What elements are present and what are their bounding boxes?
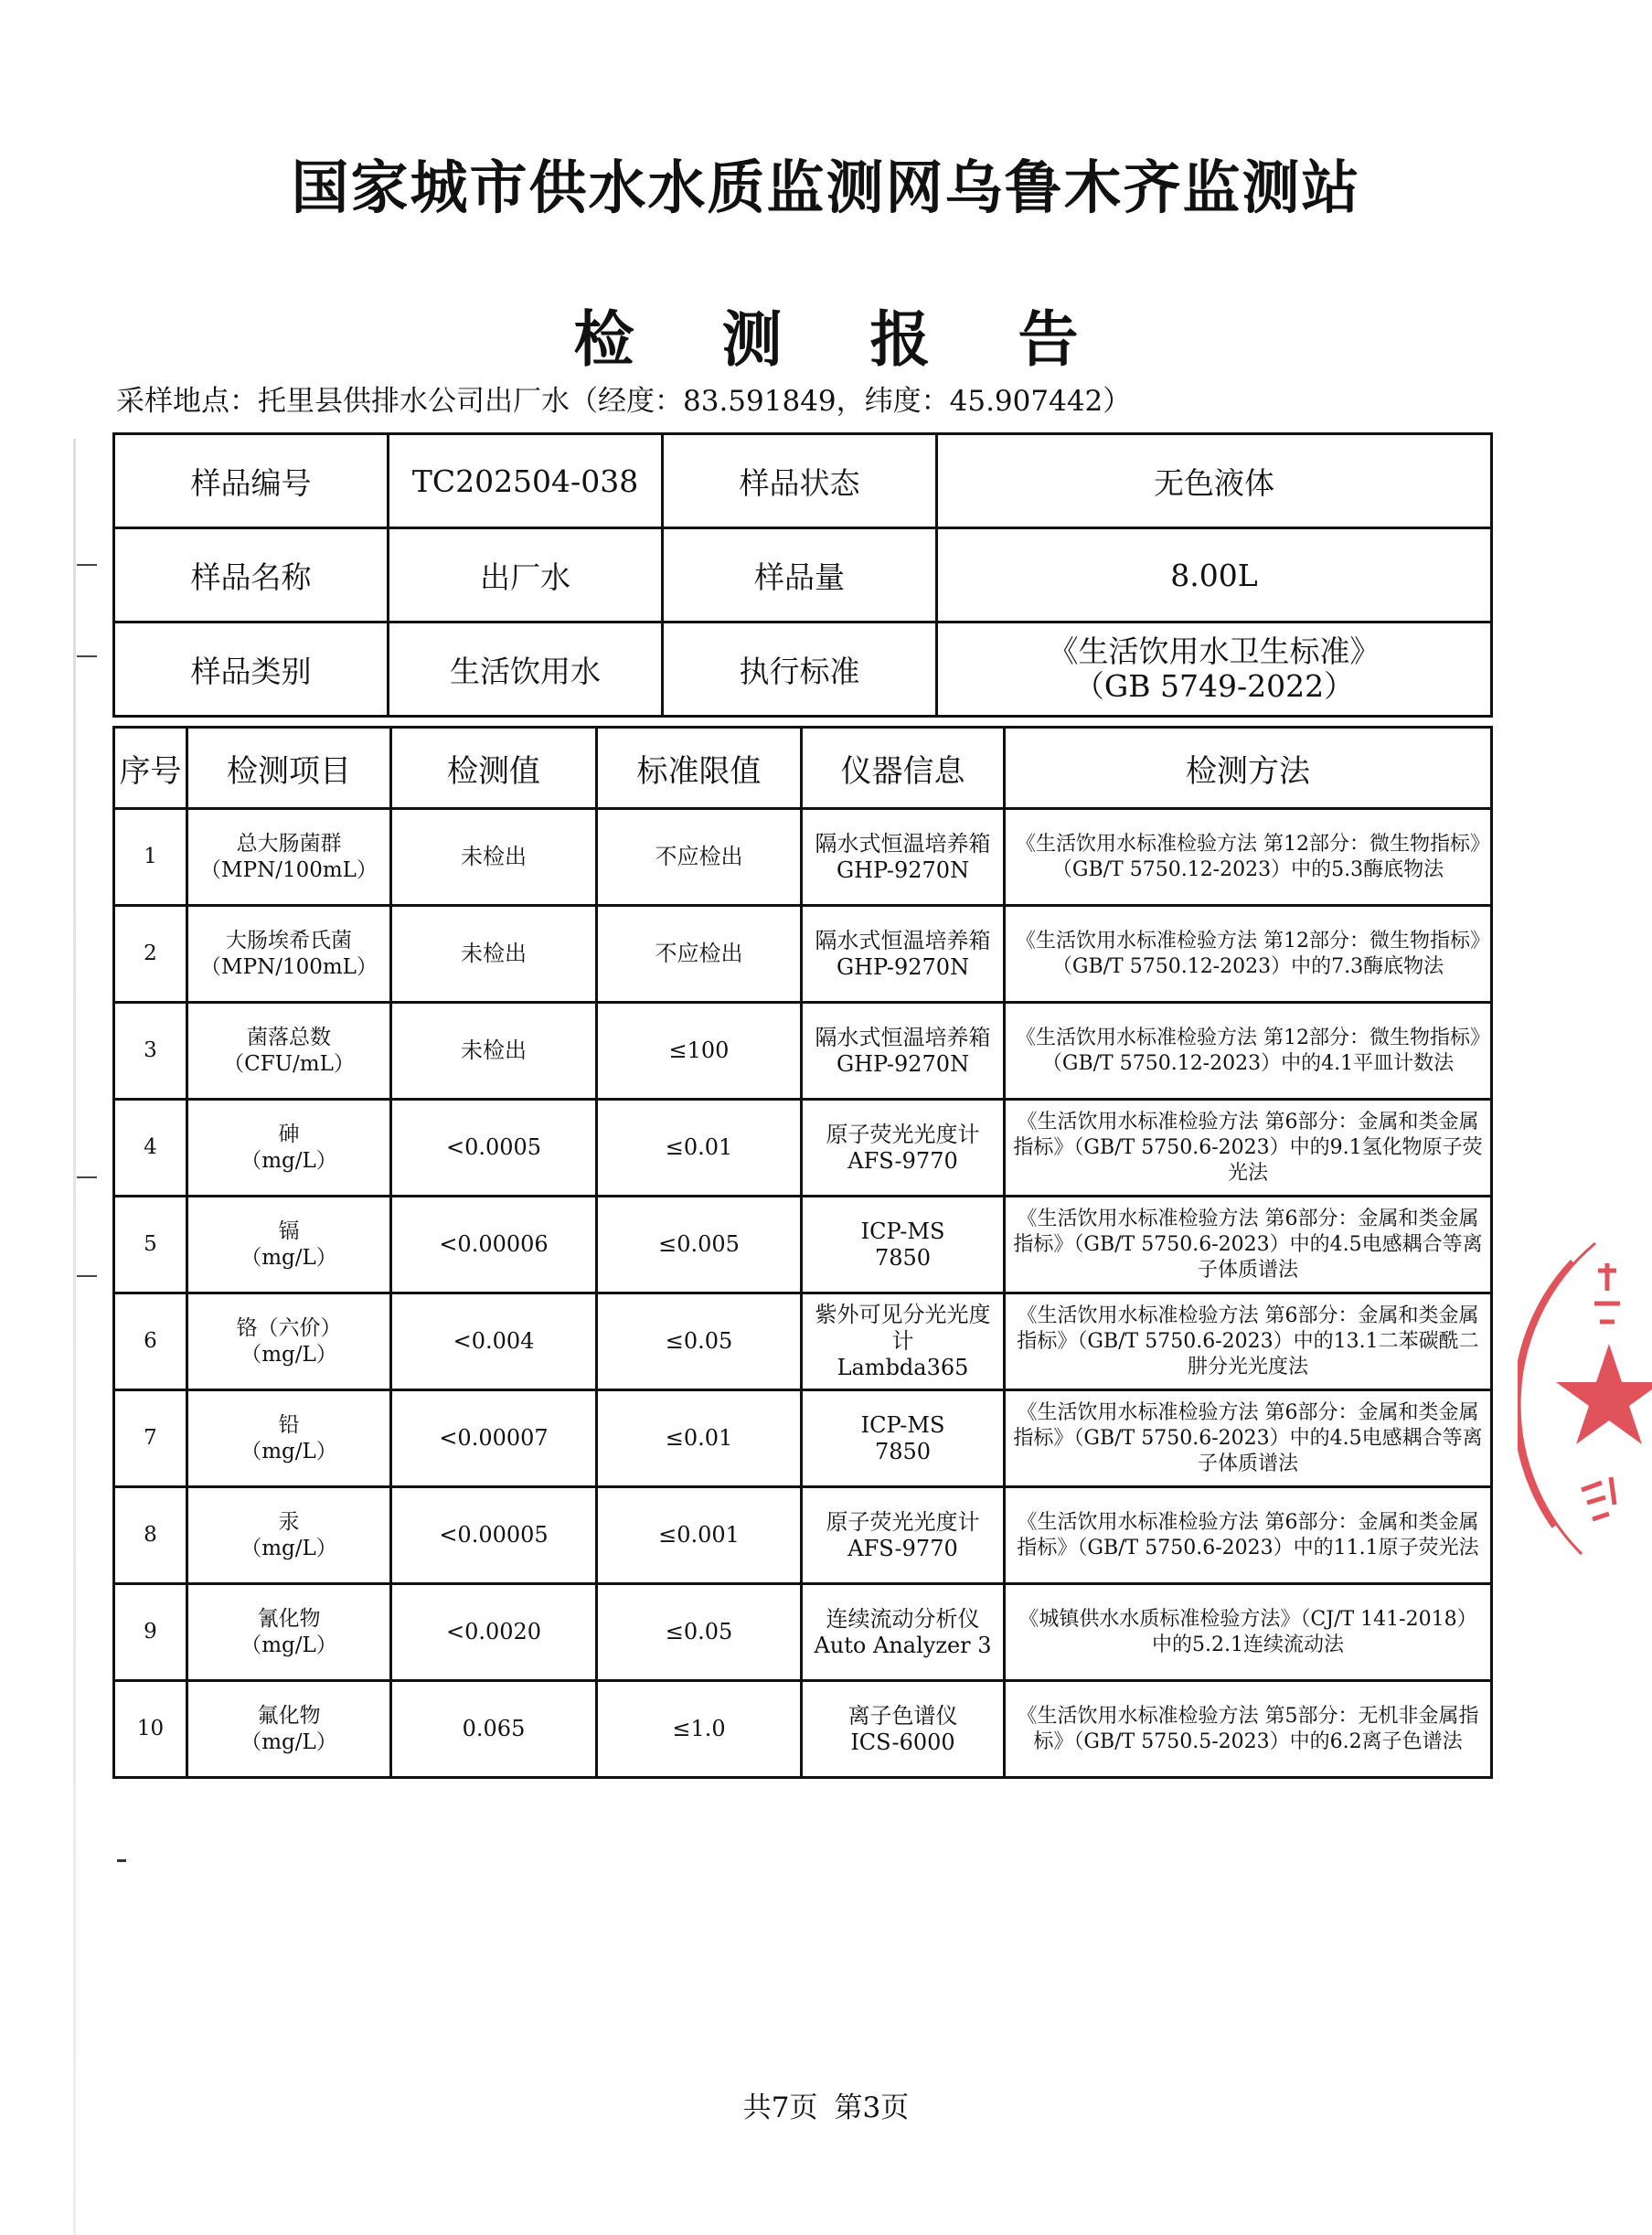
row-item	[187, 1487, 391, 1584]
item-unit: （MPN/100mL）	[200, 954, 378, 979]
result-row	[114, 1197, 1492, 1293]
row-method: 《生活饮用水标准检验方法 第12部分：微生物指标》（GB/T 5750.12-2023）中的7.3酶底物法	[1005, 906, 1492, 1003]
col-header-value: 检测值	[391, 728, 597, 809]
row-method: 《城镇供水水质标准检验方法》（CJ/T 141-2018）中的5.2.1连续流动法	[1005, 1584, 1492, 1681]
instrument-model: GHP-9270N	[836, 953, 970, 980]
col-header-item: 检测项目	[187, 728, 391, 809]
standard-code: （GB 5749-2022）	[1073, 668, 1355, 704]
results-header-row	[114, 728, 1492, 809]
sample-state-value: 无色液体	[937, 434, 1492, 528]
row-no: 5	[114, 1197, 187, 1293]
row-item	[187, 1293, 391, 1390]
row-no: 3	[114, 1003, 187, 1100]
sampling-location: 采样地点：托里县供排水公司出厂水（经度：83.591849，纬度：45.907442）	[116, 385, 1132, 418]
row-value: <0.0020	[391, 1584, 597, 1681]
item-name: 氟化物	[257, 1703, 321, 1728]
info-row	[114, 528, 1492, 623]
row-item	[187, 1197, 391, 1293]
scan-edge-tick	[77, 564, 97, 566]
instrument-model: GHP-9270N	[836, 857, 970, 883]
row-instrument	[802, 1681, 1005, 1778]
current-page: 第3页	[834, 2091, 910, 2124]
row-limit: ≤0.001	[597, 1487, 802, 1584]
row-method: 《生活饮用水标准检验方法 第6部分：金属和类金属指标》（GB/T 5750.6-2023）中的4.5电感耦合等离子体质谱法	[1005, 1390, 1492, 1487]
scan-left-edge	[73, 439, 76, 2235]
stamp-glyph-icon	[1582, 1477, 1615, 1519]
instrument-model: 7850	[874, 1438, 932, 1464]
row-limit: ≤1.0	[597, 1681, 802, 1778]
row-limit: 不应检出	[597, 906, 802, 1003]
row-method: 《生活饮用水标准检验方法 第6部分：金属和类金属指标》（GB/T 5750.6-2023）中的13.1二苯碳酰二肼分光光度法	[1005, 1293, 1492, 1390]
row-limit: ≤0.01	[597, 1390, 802, 1487]
col-header-limit: 标准限值	[597, 728, 802, 809]
item-name: 总大肠菌群	[236, 831, 342, 856]
row-limit: 不应检出	[597, 809, 802, 906]
row-item	[187, 1390, 391, 1487]
instrument-name: 离子色谱仪	[847, 1702, 958, 1729]
row-no: 2	[114, 906, 187, 1003]
instrument-name: 隔水式恒温培养箱	[815, 927, 991, 953]
stamp-star-icon	[1556, 1344, 1652, 1444]
row-limit: ≤0.05	[597, 1293, 802, 1390]
standard-label: 执行标准	[663, 623, 937, 717]
row-value: 未检出	[391, 809, 597, 906]
row-instrument	[802, 1487, 1005, 1584]
organization-title: 国家城市供水水质监测网乌鲁木齐监测站	[291, 154, 1361, 221]
sample-no-value: TC202504-038	[389, 434, 663, 528]
row-instrument	[802, 1197, 1005, 1293]
sample-name-value: 出厂水	[389, 528, 663, 623]
instrument-model: AFS-9770	[847, 1147, 958, 1174]
results-body	[114, 809, 1492, 1778]
row-instrument	[802, 1584, 1005, 1681]
item-unit: （mg/L）	[240, 1148, 337, 1173]
row-limit: ≤100	[597, 1003, 802, 1100]
row-no: 4	[114, 1100, 187, 1197]
row-no: 9	[114, 1584, 187, 1681]
row-no: 10	[114, 1681, 187, 1778]
item-unit: （mg/L）	[240, 1729, 337, 1754]
item-unit: （mg/L）	[240, 1536, 337, 1560]
standard-name: 《生活饮用水卫生标准》	[1048, 633, 1380, 669]
row-method: 《生活饮用水标准检验方法 第12部分：微生物指标》（GB/T 5750.12-2023）中的4.1平皿计数法	[1005, 1003, 1492, 1100]
col-header-no: 序号	[114, 728, 187, 809]
result-row	[114, 1584, 1492, 1681]
result-row	[114, 1293, 1492, 1390]
row-method: 《生活饮用水标准检验方法 第6部分：金属和类金属指标》（GB/T 5750.6-2023）中的11.1原子荧光法	[1005, 1487, 1492, 1584]
result-row	[114, 809, 1492, 906]
sample-name-label: 样品名称	[114, 528, 389, 623]
instrument-model: AFS-9770	[847, 1535, 958, 1561]
row-item	[187, 1584, 391, 1681]
row-method: 《生活饮用水标准检验方法 第6部分：金属和类金属指标》（GB/T 5750.6-2023）中的4.5电感耦合等离子体质谱法	[1005, 1197, 1492, 1293]
row-value: <0.004	[391, 1293, 597, 1390]
row-value: <0.00006	[391, 1197, 597, 1293]
info-row	[114, 434, 1492, 528]
stamp-ring	[1518, 1261, 1572, 1527]
row-method: 《生活饮用水标准检验方法 第6部分：金属和类金属指标》（GB/T 5750.6-2023）中的9.1氢化物原子荧光法	[1005, 1100, 1492, 1197]
red-seal-stamp	[1518, 1225, 1652, 1572]
instrument-name: ICP-MS	[860, 1218, 945, 1244]
instrument-model: 7850	[874, 1244, 932, 1271]
item-unit: （mg/L）	[240, 1245, 337, 1270]
row-value: 未检出	[391, 1003, 597, 1100]
total-pages: 共7页	[742, 2091, 818, 2124]
result-row	[114, 906, 1492, 1003]
item-name: 砷	[278, 1122, 300, 1146]
results-table	[112, 726, 1493, 1779]
row-instrument	[802, 1293, 1005, 1390]
row-item	[187, 906, 391, 1003]
row-limit: ≤0.005	[597, 1197, 802, 1293]
row-item	[187, 1681, 391, 1778]
item-unit: （MPN/100mL）	[200, 857, 378, 882]
col-header-method: 检测方法	[1005, 728, 1492, 809]
instrument-model: Auto Analyzer 3	[814, 1632, 992, 1658]
scan-edge-tick	[77, 1275, 97, 1277]
row-no: 1	[114, 809, 187, 906]
row-item	[187, 1003, 391, 1100]
item-name: 铅	[278, 1412, 300, 1437]
instrument-name: 原子荧光光度计	[826, 1121, 980, 1147]
instrument-model: GHP-9270N	[836, 1050, 970, 1077]
instrument-name: 隔水式恒温培养箱	[815, 1024, 991, 1050]
item-unit: （mg/L）	[240, 1633, 337, 1657]
row-value: 0.065	[391, 1681, 597, 1778]
item-name: 铬（六价）	[236, 1315, 342, 1340]
report-title: 检测报告	[573, 304, 1167, 375]
row-no: 6	[114, 1293, 187, 1390]
item-name: 汞	[278, 1509, 300, 1534]
scan-edge-tick	[77, 655, 97, 657]
instrument-name: 隔水式恒温培养箱	[815, 830, 991, 857]
row-limit: ≤0.01	[597, 1100, 802, 1197]
result-row	[114, 1100, 1492, 1197]
info-row	[114, 623, 1492, 717]
row-value: <0.00005	[391, 1487, 597, 1584]
item-name: 氰化物	[257, 1606, 321, 1631]
row-instrument	[802, 1100, 1005, 1197]
row-method: 《生活饮用水标准检验方法 第12部分：微生物指标》（GB/T 5750.12-2023）中的5.3酶底物法	[1005, 809, 1492, 906]
sample-no-label: 样品编号	[114, 434, 389, 528]
instrument-name: 连续流动分析仪	[826, 1605, 980, 1632]
stamp-glyph-icon	[1594, 1263, 1620, 1322]
page-footer	[0, 2084, 1652, 2125]
sample-category-value: 生活饮用水	[389, 623, 663, 717]
item-unit: （CFU/mL）	[223, 1051, 355, 1076]
row-value: 未检出	[391, 906, 597, 1003]
row-no: 7	[114, 1390, 187, 1487]
item-name: 镉	[278, 1219, 300, 1243]
sample-state-label: 样品状态	[663, 434, 937, 528]
sample-qty-label: 样品量	[663, 528, 937, 623]
row-item	[187, 1100, 391, 1197]
sample-category-label: 样品类别	[114, 623, 389, 717]
col-header-instrument: 仪器信息	[802, 728, 1005, 809]
instrument-model: ICS-6000	[850, 1729, 955, 1755]
stray-mark	[117, 1859, 126, 1862]
row-method: 《生活饮用水标准检验方法 第5部分：无机非金属指标》（GB/T 5750.5-2023）中的6.2离子色谱法	[1005, 1681, 1492, 1778]
item-name: 大肠埃希氏菌	[226, 928, 352, 953]
row-instrument	[802, 1390, 1005, 1487]
result-row	[114, 1681, 1492, 1778]
row-value: <0.0005	[391, 1100, 597, 1197]
row-instrument	[802, 1003, 1005, 1100]
result-row	[114, 1390, 1492, 1487]
result-row	[114, 1003, 1492, 1100]
row-item	[187, 809, 391, 906]
row-instrument	[802, 906, 1005, 1003]
instrument-name: ICP-MS	[860, 1411, 945, 1438]
row-no: 8	[114, 1487, 187, 1584]
row-value: <0.00007	[391, 1390, 597, 1487]
sample-info-table	[112, 432, 1493, 718]
item-name: 菌落总数	[247, 1025, 331, 1049]
item-unit: （mg/L）	[240, 1439, 337, 1463]
sample-qty-value: 8.00L	[937, 528, 1492, 623]
row-instrument	[802, 809, 1005, 906]
row-limit: ≤0.05	[597, 1584, 802, 1681]
result-row	[114, 1487, 1492, 1584]
scan-edge-tick	[77, 1176, 97, 1178]
standard-value	[937, 623, 1492, 717]
instrument-name: 紫外可见分光光度计	[815, 1302, 991, 1354]
instrument-model: Lambda365	[837, 1355, 969, 1380]
item-unit: （mg/L）	[240, 1342, 337, 1367]
instrument-name: 原子荧光光度计	[826, 1508, 980, 1535]
